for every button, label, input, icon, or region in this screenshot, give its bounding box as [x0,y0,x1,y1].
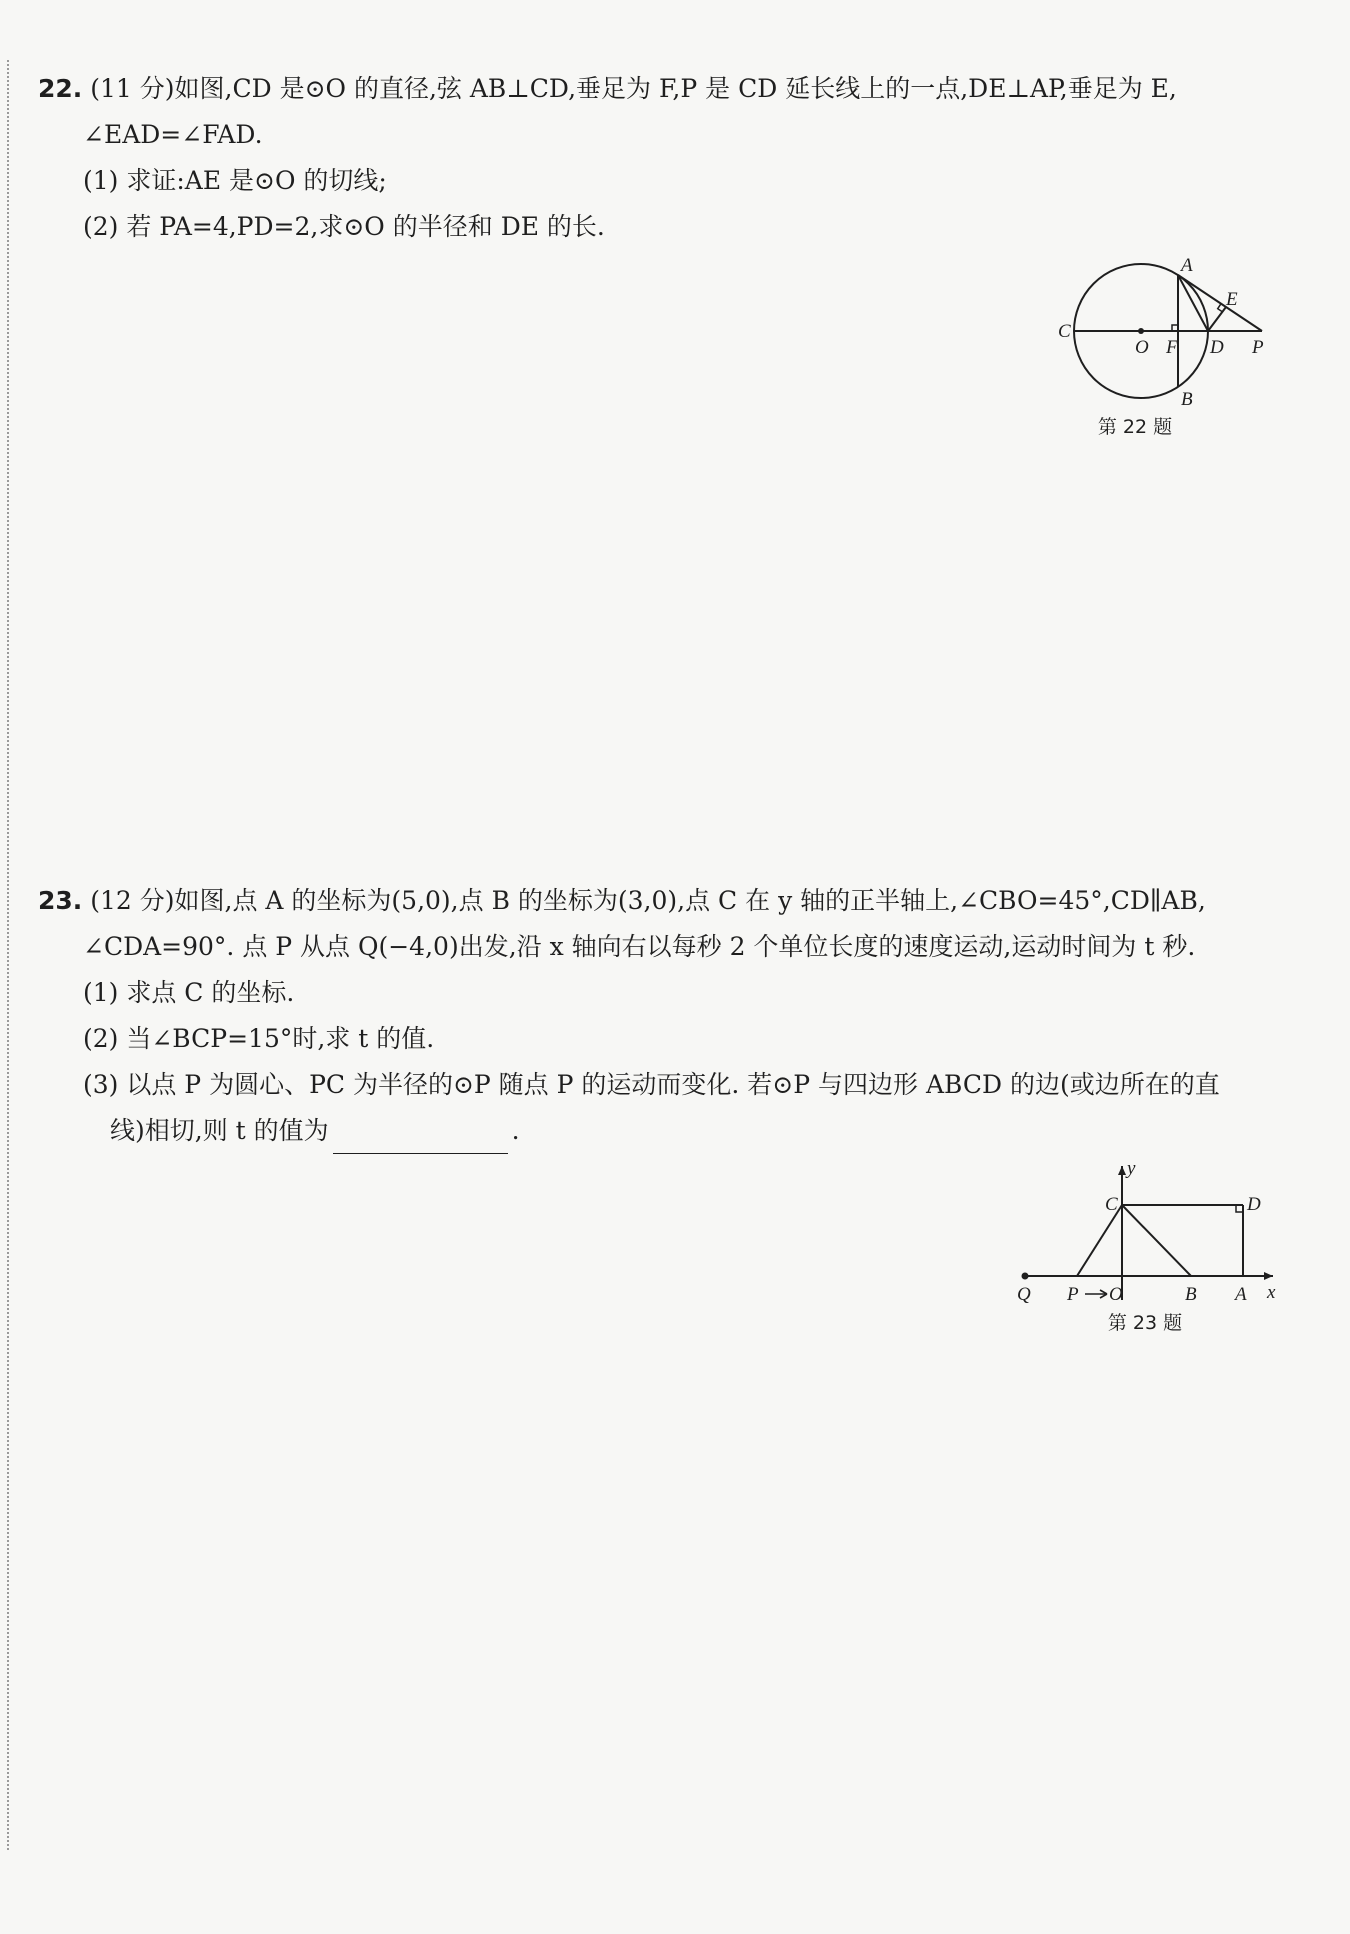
label-c: C [1058,321,1071,342]
problem-23-stem: (12 分)如图,点 A 的坐标为(5,0),点 B 的坐标为(3,0),点 C 在 y 轴的正半轴上,∠CBO=45°,CD∥AB, [90,886,1206,915]
point-q-dot [1022,1273,1029,1280]
problem-22-line2: ∠EAD=∠FAD. [83,120,263,149]
problem-23-part2: (2) 当∠BCP=15°时,求 t 的值. [83,1024,435,1053]
figure-22-caption: 第 22 题 [1097,416,1173,438]
figure-22-diagram [1050,255,1270,415]
problem-23-part3-period: . [511,1116,520,1145]
problem-22-number: 22. [38,74,83,103]
y-axis-arrow [1118,1166,1126,1175]
problem-23-part3: (3) 以点 P 为圆心、PC 为半径的⊙P 随点 P 的运动而变化. 若⊙P 与四边形 ABCD 的边(或边所在的直 [83,1070,1220,1099]
label-f: F [1166,337,1178,358]
problem-23-part1: (1) 求点 C 的坐标. [83,978,295,1007]
label-b: B [1181,389,1193,410]
label-e: E [1226,289,1238,310]
right-angle-d [1236,1205,1243,1212]
label-x: x [1267,1282,1276,1303]
answer-blank[interactable] [333,1125,508,1154]
figure-23 [1005,1158,1285,1335]
center-o-dot [1138,328,1144,334]
figure-23-caption: 第 23 题 [1107,1312,1183,1334]
label-a: A [1181,255,1193,276]
binding-margin-line [7,60,9,1850]
line-ap [1178,275,1262,331]
label-b: B [1185,1284,1197,1305]
problem-23-number: 23. [38,886,83,915]
segment-cb [1122,1205,1191,1276]
label-c: C [1105,1194,1118,1215]
problem-23-part3-cont [38,1108,1278,1154]
problem-23-line1 [38,878,1278,924]
problem-23 [38,878,1278,1154]
line-de [1208,307,1226,331]
figure-22 [1050,255,1270,439]
label-p: P [1252,337,1264,358]
problem-22-part2: (2) 若 PA=4,PD=2,求⊙O 的半径和 DE 的长. [83,212,605,241]
problem-22-stem: (11 分)如图,CD 是⊙O 的直径,弦 AB⊥CD,垂足为 F,P 是 CD 延长线上的一点,DE⊥AP,垂足为 E, [90,74,1177,103]
problem-22-line1 [38,66,1278,112]
x-axis-arrow [1264,1272,1273,1280]
line-ad [1178,275,1208,331]
segment-pc [1077,1205,1122,1276]
figure-23-diagram [1005,1158,1285,1308]
problem-23-line2: ∠CDA=90°. 点 P 从点 Q(−4,0)出发,沿 x 轴向右以每秒 2 个单位长度的速度运动,运动时间为 t 秒. [83,932,1196,961]
problem-22 [38,66,1278,250]
label-p: P [1067,1284,1079,1305]
problem-23-part3-cont-text: 线)相切,则 t 的值为 [110,1116,329,1145]
label-a: A [1235,1284,1247,1305]
problem-22-part1: (1) 求证:AE 是⊙O 的切线; [83,166,387,195]
label-d: D [1210,337,1224,358]
label-o: O [1109,1284,1123,1305]
label-y: y [1127,1158,1136,1179]
label-o: O [1135,337,1149,358]
label-d: D [1247,1194,1261,1215]
motion-arrow [1085,1290,1107,1298]
label-q: Q [1017,1284,1031,1305]
